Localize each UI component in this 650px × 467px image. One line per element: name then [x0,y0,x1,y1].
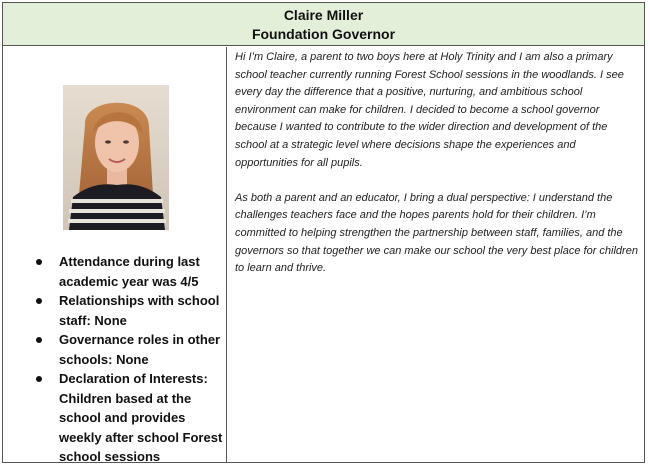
profile-left-column [3,47,227,462]
bio-paragraph-1: Hi I’m Claire, a parent to two boys here at Holy Trinity and I am also a primary school teacher currently running Forest School sessions in the woodlands. I see every day the difference that a positive, nurturing, and ambitious school environment can make for children. I decided to become a school governor because I wanted to contribute to the wider direction and development of the school at a strategic level where decisions shape the experiences and opportunities for all pupils. [235,51,624,169]
profile-bio-column [227,47,644,462]
bullet-icon [36,337,42,343]
bullet-icon [36,259,42,265]
portrait-photo-icon [63,85,169,230]
detail-attendance-text: Attendance during last academic year was 4/5 [59,254,200,289]
detail-relationships-text: Relationships with school staff: None [59,293,220,328]
portrait-photo [63,85,169,230]
governor-details-list [23,252,223,467]
detail-governance-roles [23,330,223,369]
detail-declaration-text: Declaration of Interests: Children based at the school and provides weekly after school Forest school sessions [59,371,223,464]
governor-role: Foundation Governor [251,26,396,42]
governor-name: Claire Miller [283,7,364,23]
detail-declaration [23,369,223,467]
governor-bio [235,49,640,295]
bullet-icon [36,376,42,382]
detail-relationships [23,291,223,330]
bullet-icon [36,298,42,304]
bio-paragraph-2: As both a parent and an educator, I bring a dual perspective: I understand the challenges teachers face and the hopes parents hold for their children. I’m committed to helping strengthen the partnership between staff, families, and the governors so that together we can make our school the very best place for children to learn and thrive. [235,191,638,275]
governor-profile-card [2,2,645,463]
detail-attendance [23,252,223,291]
profile-header [3,3,644,46]
detail-governance-roles-text: Governance roles in other schools: None [59,332,221,367]
